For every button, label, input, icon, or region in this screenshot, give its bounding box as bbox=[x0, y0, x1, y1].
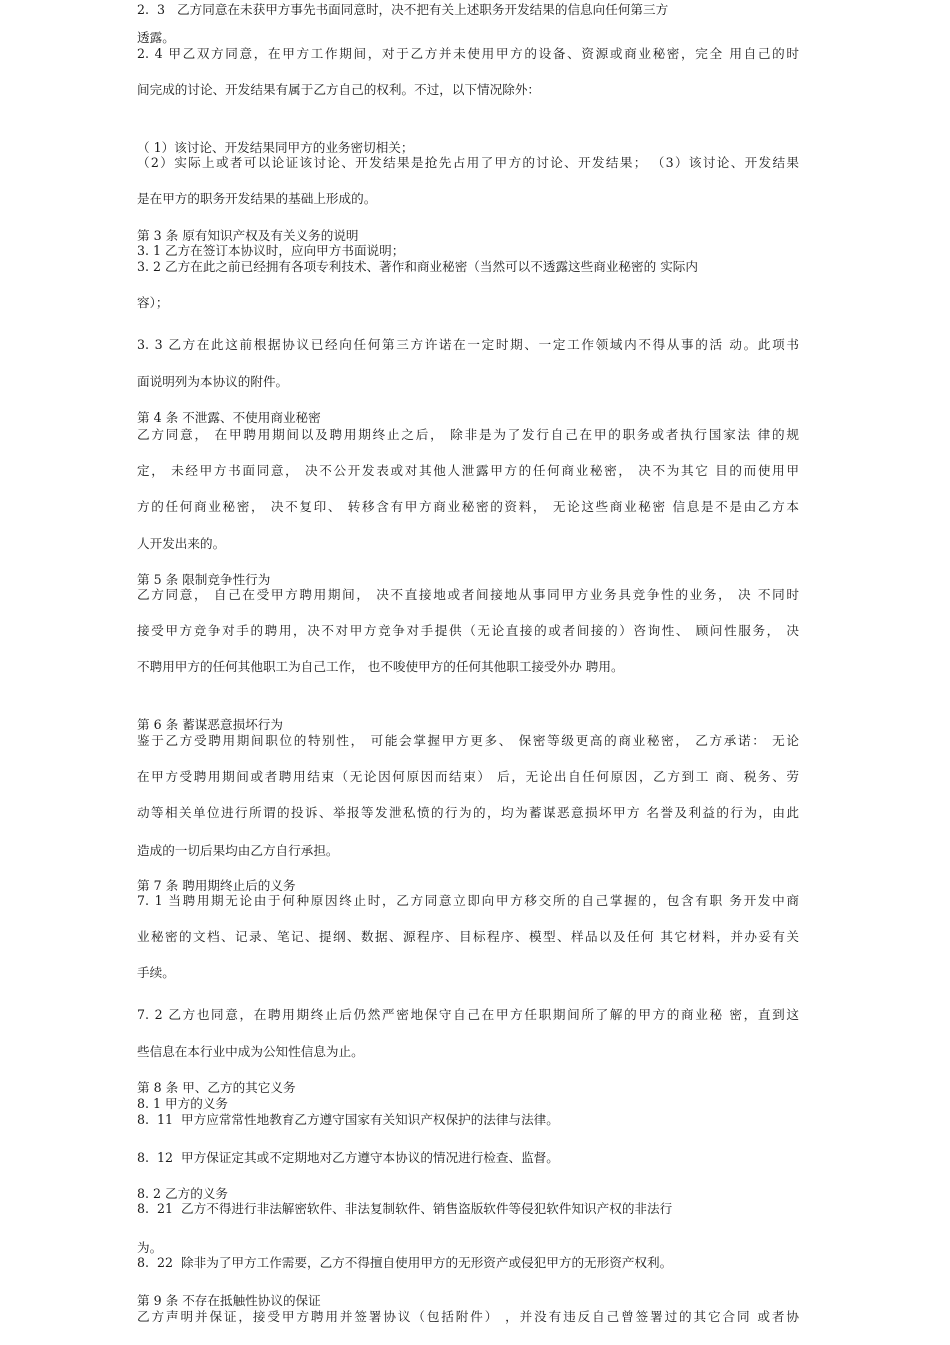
text-line: 面说明列为本协议的附件。 bbox=[137, 374, 289, 389]
text-line: 8. 21 乙方不得进行非法解密软件、非法复制软件、销售盗版软件等侵犯软件知识产权的非法行 bbox=[137, 1201, 673, 1216]
text-line: 间完成的讨论、开发结果有属于乙方自己的权利。不过，以下情况除外： bbox=[137, 82, 540, 97]
text-line: 容）； bbox=[137, 295, 169, 310]
text-line: 为。 bbox=[137, 1240, 163, 1255]
section-heading: 第 9 条 不存在抵触性协议的保证 bbox=[137, 1293, 321, 1308]
section-heading: 第 7 条 聘用期终止后的义务 bbox=[137, 878, 296, 893]
text-line: 7. 2 乙方也同意，在聘用期终止后仍然严密地保守自己在甲方任职期间所了解的甲方的商业秘 密，直到这 bbox=[137, 1007, 799, 1022]
text-line: 些信息在本行业中成为公知性信息为止。 bbox=[137, 1044, 364, 1059]
text-line: 3. 1 乙方在签订本协议时，应向甲方书面说明； bbox=[137, 243, 405, 258]
text-line: 造成的一切后果均由乙方自行承担。 bbox=[137, 843, 339, 858]
text-line: 在甲方受聘用期间或者聘用结束（无论因何原因而结束） 后，无论出自任何原因，乙方到工 商、税务、劳 bbox=[137, 769, 799, 784]
text-line: 8. 2 乙方的义务 bbox=[137, 1186, 229, 1201]
text-line: 手续。 bbox=[137, 965, 175, 980]
text-line: 8. 1 甲方的义务 bbox=[137, 1096, 229, 1111]
text-line: 接受甲方竞争对手的聘用，决不对甲方竞争对手提供（无论直接的或者间接的）咨询性、 顾问性服务， 决 bbox=[137, 623, 799, 638]
text-line: 8. 11 甲方应常常性地教育乙方遵守国家有关知识产权保护的法律与法律。 bbox=[137, 1112, 559, 1127]
text-line: 乙方同意， 自己在受甲方聘用期间， 决不直接地或者间接地从事同甲方业务具竞争性的业务， 决 不同时 bbox=[137, 587, 799, 602]
text-line: 定， 未经甲方书面同意， 决不公开发表或对其他人泄露甲方的任何商业秘密， 决不为其它 目的而使用甲 bbox=[137, 463, 799, 478]
text-line: 乙方同意， 在甲聘用期间以及聘用期终止之后， 除非是为了发行自己在甲的职务或者执行国家法 律的规 bbox=[137, 427, 799, 442]
text-line: 3. 3 乙方在此这前根据协议已经向任何第三方许诺在一定时期、一定工作领域内不得从事的活 动。此项书 bbox=[137, 337, 799, 352]
section-heading: 第 4 条 不泄露、不使用商业秘密 bbox=[137, 410, 321, 425]
text-line: 业秘密的文档、记录、笔记、提纲、数据、源程序、目标程序、模型、样品以及任何 其它材料，并办妥有关 bbox=[137, 929, 799, 944]
text-line: 是在甲方的职务开发结果的基础上形成的。 bbox=[137, 191, 377, 206]
text-line: 透露。 bbox=[137, 30, 175, 45]
text-line: 8. 22 除非为了甲方工作需要，乙方不得擅自使用甲方的无形资产或侵犯甲方的无形资产权利。 bbox=[137, 1255, 673, 1270]
section-heading: 第 6 条 蓄谋恶意损坏行为 bbox=[137, 717, 283, 732]
text-line: （ 1）该讨论、开发结果同甲方的业务密切相关； bbox=[137, 140, 414, 155]
section-heading: 第 3 条 原有知识产权及有关义务的说明 bbox=[137, 228, 359, 243]
text-line: 鉴于乙方受聘用期间职位的特别性， 可能会掌握甲方更多、 保密等级更高的商业秘密， 乙方承诺： 无论 bbox=[137, 733, 799, 748]
text-line: 7. 1 当聘用期无论由于何种原因终止时，乙方同意立即向甲方移交所的自己掌握的，包含有职 务开发中商 bbox=[137, 893, 799, 908]
text-line: 乙方声明并保证，接受甲方聘用并签署协议（包括附件） ，并没有违反自己曾签署过的其它合同 或者协 bbox=[137, 1309, 799, 1324]
text-line: 人开发出来的。 bbox=[137, 536, 226, 551]
text-line: 8. 12 甲方保证定其或不定期地对乙方遵守本协议的情况进行检查、监督。 bbox=[137, 1150, 559, 1165]
text-line: 2. 4 甲乙双方同意，在甲方工作期间，对于乙方并未使用甲方的设备、资源或商业秘密，完全 用自己的时 bbox=[137, 46, 799, 61]
text-line: 不聘用甲方的任何其他职工为自己工作， 也不唆使甲方的任何其他职工接受外办 聘用。 bbox=[137, 659, 624, 674]
text-line: 方的任何商业秘密， 决不复印、 转移含有甲方商业秘密的资料， 无论这些商业秘密 信息是不是由乙方本 bbox=[137, 499, 799, 514]
section-heading: 第 5 条 限制竞争性行为 bbox=[137, 572, 271, 587]
text-line: 2. 3 乙方同意在未获甲方事先书面同意时，决不把有关上述职务开发结果的信息向任何第三方 bbox=[137, 2, 669, 17]
section-heading: 第 8 条 甲、乙方的其它义务 bbox=[137, 1080, 296, 1095]
text-line: （2）实际上或者可以论证该讨论、开发结果是抢先占用了甲方的讨论、开发结果； （3）该讨论、开发结果 bbox=[137, 155, 799, 170]
text-line: 动等相关单位进行所谓的投诉、举报等发泄私愤的行为的，均为蓄谋恶意损坏甲方 名誉及利益的行为，由此 bbox=[137, 805, 799, 820]
text-line: 3. 2 乙方在此之前已经拥有各项专利技术、著作和商业秘密（当然可以不透露这些商业秘密的 实际内 bbox=[137, 259, 698, 274]
